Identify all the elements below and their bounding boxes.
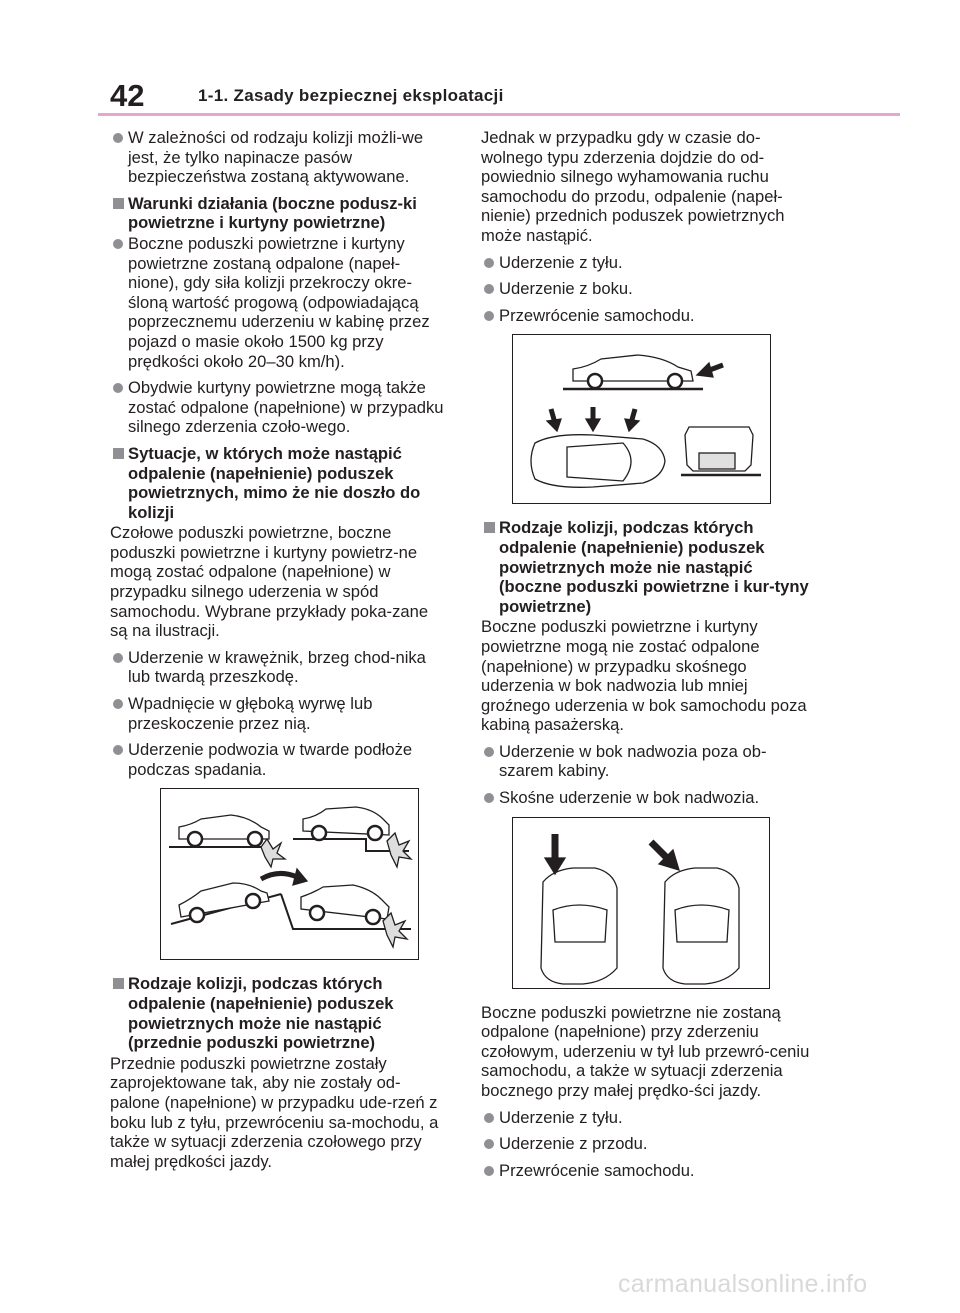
bullet-text: Uderzenie podwozia w twarde podłoże podczas spadania.: [128, 740, 413, 779]
bullet-item: [481, 788, 816, 808]
bullet-icon: [113, 383, 123, 393]
bullet-item: [110, 378, 445, 437]
watermark: carmanualsonline.info: [618, 1270, 868, 1298]
bullet-icon: [484, 284, 494, 294]
illustration-side-impacts: [512, 817, 770, 989]
square-bullet-icon: [113, 448, 124, 459]
page-header: [98, 78, 900, 118]
bullet-text: Boczne poduszki powietrzne i kurtyny powietrzne zostaną odpalone (napeł-nione), gdy siła kolizji przekroczy okre-śloną wartość progową (odpowiadającą poprzecznemu uderzeniu w kabinę przez pojazd o masie około 1500 kg przy prędkości około 20–30 km/h).: [128, 233, 430, 371]
bullet-item: [481, 306, 816, 326]
bullet-icon: [113, 745, 123, 755]
rear-side-rollover-icon: [513, 335, 770, 503]
undercarriage-impact-icon: [161, 789, 418, 959]
bullet-icon: [113, 653, 123, 663]
heading-text: Sytuacje, w których może nastąpić odpalenie (napełnienie) poduszek powietrznych, mimo że nie doszło do kolizji: [128, 443, 421, 522]
bullet-text: Obydwie kurtyny powietrzne mogą także zostać odpalone (napełnione) w przypadku silnego zderzenia czoło-wego.: [128, 378, 444, 437]
bullet-text: Skośne uderzenie w bok nadwozia.: [499, 788, 760, 808]
bullet-icon: [113, 133, 123, 143]
bullet-text: Uderzenie w krawężnik, brzeg chod-nika lub twardą przeszkodę.: [128, 647, 426, 687]
paragraph: Jednak w przypadku gdy w czasie do-wolnego typu zderzenia dojdzie do od-powiednio silnego wyhamowania ruchu samochodu do przodu, odpalenie (napeł-nienie) przednich poduszek powietrznych może nastąpić.: [481, 128, 785, 245]
bullet-item: [110, 648, 445, 687]
bullet-item: [481, 1134, 816, 1154]
bullet-text: Uderzenie z tyłu.: [499, 252, 623, 272]
square-bullet-icon: [113, 198, 124, 209]
right-column: [481, 128, 816, 1187]
bullet-item: [110, 128, 445, 187]
side-impact-icon: [513, 818, 769, 988]
left-column: [110, 128, 445, 1178]
paragraph: Boczne poduszki powietrzne i kurtyny powietrzne mogą nie zostać odpalone (napełnione) w przypadku skośnego uderzenia w bok nadwozia lub mniej groźnego uderzenia w bok samochodu poza kabiną pasażerską.: [481, 617, 807, 735]
bullet-icon: [484, 747, 494, 757]
paragraph: Czołowe poduszki powietrzne, boczne poduszki powietrzne i kurtyny powietrz-ne mogą zostać odpalone (napełnione) w przypadku silnego uderzenia w spód samochodu. Wybrane przykłady poka-zane są na ilustracji.: [110, 523, 429, 641]
bullet-icon: [484, 311, 494, 321]
heading-text: Rodzaje kolizji, podczas których odpalenie (napełnienie) poduszek powietrznych może nie nastąpić (boczne poduszki powietrzne i kur-tyny powietrzne): [499, 518, 809, 616]
bullet-item: [110, 740, 445, 779]
bullet-item: [481, 253, 816, 273]
illustration-undercarriage-impacts: [160, 788, 419, 960]
paragraph: Przednie poduszki powietrzne zostały zaprojektowane tak, aby nie zostały od-palone (napełnione) w przypadku ude-rzeń z boku lub z tyłu, przewróceniu sa-mochodu, a także w sytuacji zderzenia czołowego przy małej prędkości jazdy.: [110, 1053, 439, 1171]
heading-text: Rodzaje kolizji, podczas których odpalenie (napełnienie) poduszek powietrznych może nie nastąpić (przednie poduszki powietrzne): [128, 974, 394, 1053]
page-number: 42: [110, 78, 145, 113]
bullet-icon: [113, 699, 123, 709]
paragraph: Boczne poduszki powietrzne nie zostaną odpalone (napełnione) przy zderzeniu czołowym, uderzeniu w tył lub przewró-ceniu samochodu, a także w sytuacji zderzenia bocznego przy małej prędko-ści jazdy.: [481, 1002, 810, 1101]
bullet-item: [110, 694, 445, 733]
illustration-rear-side-rollover: [512, 334, 771, 504]
bullet-icon: [484, 1113, 494, 1123]
bullet-text: Uderzenie z tyłu.: [499, 1107, 623, 1127]
bullet-text: Przewrócenie samochodu.: [499, 305, 695, 325]
bullet-item: [481, 1161, 816, 1181]
bullet-icon: [113, 239, 123, 249]
square-bullet-icon: [113, 978, 124, 989]
bullet-icon: [484, 793, 494, 803]
section-title: 1-1. Zasady bezpiecznej eksploatacji: [198, 86, 504, 105]
bullet-text: Uderzenie z przodu.: [499, 1134, 648, 1154]
bullet-text: Wpadnięcie w głęboką wyrwę lub przeskoczenie przez nią.: [128, 694, 373, 733]
bullet-text: Uderzenie z boku.: [499, 279, 633, 299]
bullet-item: [110, 234, 445, 371]
bullet-icon: [484, 258, 494, 268]
heading-text: Warunki działania (boczne podusz-ki powietrzne i kurtyny powietrzne): [128, 193, 417, 233]
header-divider: [98, 113, 900, 116]
bullet-icon: [484, 1139, 494, 1149]
bullet-text: Przewrócenie samochodu.: [499, 1160, 695, 1180]
bullet-item: [481, 742, 816, 781]
section-heading: [481, 518, 816, 616]
section-heading: [110, 974, 445, 1052]
section-heading: [110, 444, 445, 522]
bullet-item: [481, 279, 816, 299]
bullet-text: Uderzenie w bok nadwozia poza ob-szarem kabiny.: [499, 741, 767, 781]
bullet-item: [481, 1108, 816, 1128]
bullet-text: W zależności od rodzaju kolizji możli-we jest, że tylko napinacze pasów bezpieczeństwa zostaną aktywowane.: [128, 128, 424, 187]
square-bullet-icon: [484, 522, 495, 533]
bullet-icon: [484, 1166, 494, 1176]
section-heading: [110, 194, 445, 233]
